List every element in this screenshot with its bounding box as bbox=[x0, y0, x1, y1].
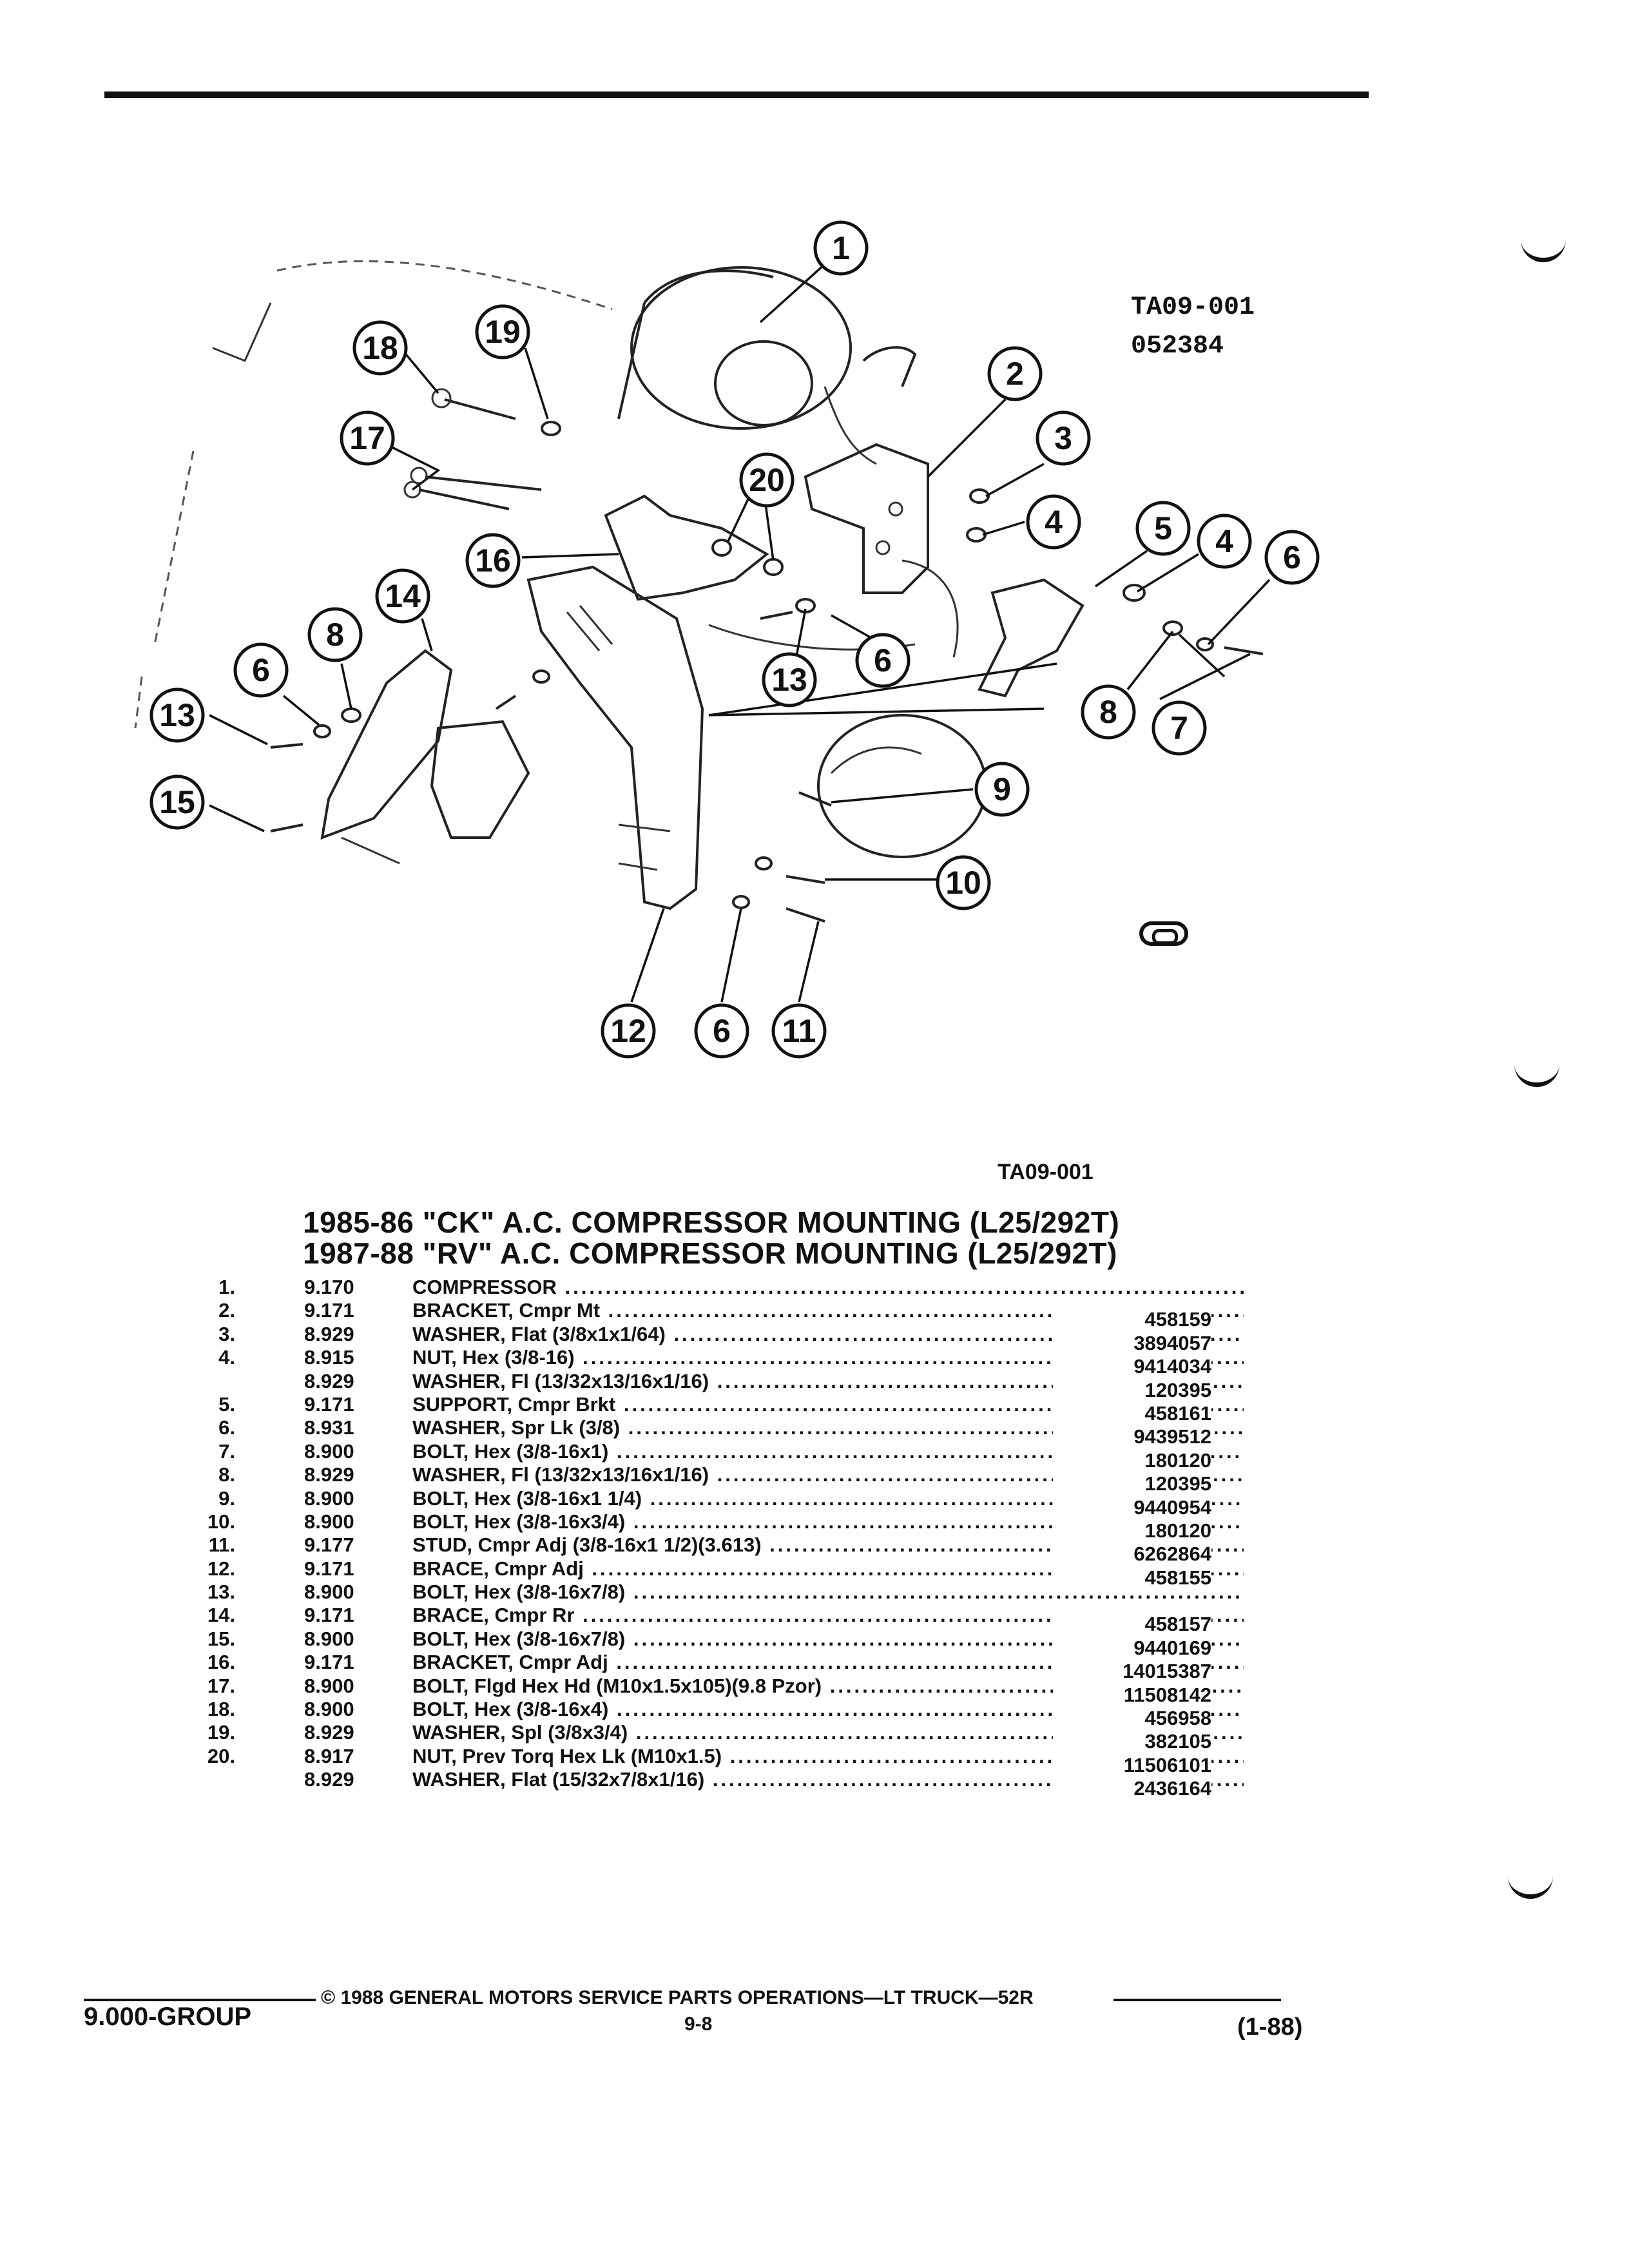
drawing-date-code: 052384 bbox=[1131, 332, 1224, 361]
svg-text:6: 6 bbox=[874, 642, 892, 678]
part-number: 458157 bbox=[1053, 1613, 1211, 1636]
svg-text:19: 19 bbox=[485, 314, 521, 350]
item-number: 3. bbox=[218, 1322, 235, 1345]
section-title-1: 1985-86 "CK" A.C. COMPRESSOR MOUNTING (L25/292T) bbox=[303, 1206, 1120, 1239]
item-number: 5. bbox=[218, 1392, 235, 1416]
brace-14-drawing bbox=[322, 651, 528, 838]
part-number: 14015387 bbox=[1053, 1660, 1211, 1683]
callout-9 bbox=[976, 764, 1028, 815]
callout-6a bbox=[1266, 532, 1318, 583]
drawing-id: TA09-001 bbox=[1131, 293, 1255, 322]
parts-row bbox=[193, 1698, 1211, 1730]
parts-row bbox=[193, 1392, 1211, 1425]
item-number: 11. bbox=[208, 1533, 235, 1557]
part-description: NUT, Prev Torq Hex Lk (M10x1.5) ..... bbox=[412, 1745, 1244, 1768]
part-number: 120395 bbox=[1053, 1472, 1211, 1495]
parts-row bbox=[193, 1346, 1211, 1378]
part-description: WASHER, Fl (13/32x13/16x1/16) ..... bbox=[412, 1463, 1244, 1486]
parts-row bbox=[193, 1299, 1211, 1331]
group-number: 8.900 bbox=[304, 1486, 354, 1510]
part-number: 180120 bbox=[1053, 1519, 1211, 1542]
parts-row bbox=[193, 1604, 1211, 1636]
svg-text:12: 12 bbox=[610, 1013, 646, 1049]
part-number: 120395 bbox=[1053, 1379, 1211, 1402]
group-number: 8.929 bbox=[304, 1463, 354, 1486]
parts-list bbox=[193, 1276, 1211, 1800]
part-number: 180120 bbox=[1053, 1449, 1211, 1472]
svg-text:8: 8 bbox=[326, 617, 344, 653]
callout-4b bbox=[1199, 515, 1250, 567]
bracket-2-drawing bbox=[805, 445, 928, 593]
svg-text:13: 13 bbox=[159, 697, 195, 733]
leader-lines bbox=[209, 264, 1269, 1002]
callout-10 bbox=[938, 857, 989, 908]
part-description: BRACKET, Cmpr Mt ..... bbox=[412, 1299, 1244, 1322]
item-number: 14. bbox=[207, 1604, 235, 1627]
item-number: 4. bbox=[218, 1346, 235, 1369]
svg-text:6: 6 bbox=[713, 1013, 731, 1049]
parts-row bbox=[193, 1439, 1211, 1472]
gm-logo-icon bbox=[1139, 921, 1188, 946]
callout-13b bbox=[151, 689, 203, 741]
item-number: 15. bbox=[207, 1627, 235, 1650]
parts-row bbox=[193, 1651, 1211, 1683]
part-description: BRACE, Cmpr Adj ..... bbox=[412, 1557, 1244, 1581]
group-number: 9.171 bbox=[304, 1392, 354, 1416]
copyright-line: © 1988 GENERAL MOTORS SERVICE PARTS OPERATIONS—LT TRUCK—52R bbox=[321, 1987, 1034, 2008]
parts-row bbox=[193, 1627, 1211, 1659]
svg-text:8: 8 bbox=[1099, 694, 1117, 730]
svg-text:1: 1 bbox=[832, 230, 850, 266]
footer-rule-left bbox=[84, 1999, 316, 2001]
part-number: 6262864 bbox=[1053, 1542, 1211, 1566]
parts-row bbox=[193, 1486, 1211, 1519]
item-number: 13. bbox=[207, 1581, 235, 1604]
part-number: 458159 bbox=[1053, 1308, 1211, 1331]
parts-row bbox=[193, 1369, 1211, 1401]
part-number: 382105 bbox=[1053, 1730, 1211, 1753]
parts-row bbox=[193, 1322, 1211, 1354]
callout-2 bbox=[989, 348, 1041, 399]
parts-row bbox=[193, 1416, 1211, 1448]
part-number: 456958 bbox=[1053, 1707, 1211, 1730]
part-number: 9414034 bbox=[1053, 1355, 1211, 1378]
scan-margin-mark bbox=[1508, 1869, 1553, 1899]
svg-text:7: 7 bbox=[1170, 710, 1188, 746]
callout-18 bbox=[354, 322, 406, 374]
svg-text:15: 15 bbox=[159, 784, 195, 820]
group-number: 8.900 bbox=[304, 1510, 354, 1533]
callout-3 bbox=[1037, 412, 1089, 464]
svg-text:4: 4 bbox=[1045, 504, 1063, 540]
group-label: 9.000-GROUP bbox=[84, 2003, 252, 2031]
part-number: 9439512 bbox=[1053, 1425, 1211, 1448]
part-number: 9440954 bbox=[1053, 1496, 1211, 1519]
group-number: 8.915 bbox=[304, 1346, 354, 1369]
parts-row bbox=[193, 1744, 1211, 1776]
pulley-drawing bbox=[818, 561, 986, 857]
svg-text:13: 13 bbox=[771, 662, 807, 698]
item-number: 10. bbox=[207, 1510, 235, 1533]
item-number: 2. bbox=[218, 1299, 235, 1322]
part-description: BOLT, Hex (3/8-16x7/8) ..... bbox=[412, 1581, 1244, 1604]
support-5-drawing bbox=[979, 580, 1083, 696]
svg-text:18: 18 bbox=[362, 330, 398, 366]
part-description: WASHER, Flat (15/32x7/8x1/16) ..... bbox=[412, 1768, 1244, 1791]
callout-4a bbox=[1028, 496, 1079, 548]
compressor-drawing bbox=[619, 267, 915, 464]
callout-12 bbox=[602, 1005, 654, 1057]
parts-row bbox=[193, 1276, 1211, 1299]
group-number: 9.170 bbox=[304, 1276, 354, 1298]
part-description: WASHER, Spr Lk (3/8) ..... bbox=[412, 1416, 1244, 1439]
callout-5 bbox=[1137, 503, 1189, 554]
parts-row bbox=[193, 1557, 1211, 1589]
group-number: 8.929 bbox=[304, 1322, 354, 1345]
callout-1 bbox=[815, 222, 867, 274]
item-number: 17. bbox=[207, 1674, 235, 1697]
part-description: BOLT, Hex (3/8-16x3/4) ..... bbox=[412, 1510, 1244, 1533]
part-description: WASHER, Spl (3/8x3/4) ..... bbox=[412, 1721, 1244, 1744]
svg-text:2: 2 bbox=[1006, 356, 1024, 392]
item-number: 12. bbox=[207, 1557, 235, 1580]
part-description: BRACKET, Cmpr Adj ..... bbox=[412, 1651, 1244, 1674]
part-number: 9440169 bbox=[1053, 1637, 1211, 1660]
svg-text:11: 11 bbox=[782, 1013, 816, 1049]
part-description: BOLT, Hex (3/8-16x4) ..... bbox=[412, 1698, 1244, 1721]
svg-text:4: 4 bbox=[1215, 523, 1233, 559]
group-number: 9.171 bbox=[304, 1604, 354, 1627]
callout-16 bbox=[467, 535, 519, 586]
callout-20 bbox=[741, 454, 793, 506]
part-description: NUT, Hex (3/8-16) ..... bbox=[412, 1346, 1244, 1369]
section-title-2: 1987-88 "RV" A.C. COMPRESSOR MOUNTING (L25/292T) bbox=[303, 1236, 1117, 1270]
callout-6d bbox=[696, 1005, 747, 1057]
item-number: 9. bbox=[218, 1486, 235, 1510]
group-number: 8.929 bbox=[304, 1768, 354, 1791]
svg-text:5: 5 bbox=[1154, 510, 1172, 546]
part-number: 3894057 bbox=[1053, 1332, 1211, 1355]
callout-7 bbox=[1153, 702, 1205, 754]
part-description: BOLT, Hex (3/8-16x1 1/4) ..... bbox=[412, 1487, 1244, 1510]
svg-text:9: 9 bbox=[993, 771, 1011, 807]
svg-text:6: 6 bbox=[1283, 539, 1301, 575]
group-number: 8.900 bbox=[304, 1581, 354, 1604]
item-number: 19. bbox=[207, 1721, 235, 1744]
part-description: BOLT, Hex (3/8-16x7/8) ..... bbox=[412, 1628, 1244, 1651]
part-description: WASHER, Flat (3/8x1x1/64) ..... bbox=[412, 1323, 1244, 1346]
svg-text:20: 20 bbox=[749, 462, 785, 498]
callout-8a bbox=[1083, 686, 1134, 738]
parts-row bbox=[193, 1463, 1211, 1495]
group-number: 8.929 bbox=[304, 1369, 354, 1392]
item-number: 18. bbox=[207, 1698, 235, 1721]
svg-text:10: 10 bbox=[945, 865, 981, 901]
callout-11 bbox=[773, 1005, 825, 1057]
callout-14 bbox=[377, 570, 429, 622]
figure-caption-id: TA09-001 bbox=[998, 1160, 1094, 1184]
callout-19 bbox=[477, 306, 528, 358]
callout-6b bbox=[857, 635, 909, 686]
group-number: 8.900 bbox=[304, 1627, 354, 1650]
revision-date: (1-88) bbox=[1237, 2013, 1303, 2041]
part-description: COMPRESSOR ..... bbox=[412, 1276, 1244, 1299]
item-number: 16. bbox=[207, 1651, 235, 1674]
part-number: 11508142 bbox=[1053, 1684, 1211, 1707]
group-number: 9.171 bbox=[304, 1557, 354, 1580]
callout-15 bbox=[151, 776, 203, 828]
group-number: 9.177 bbox=[304, 1533, 354, 1557]
parts-row bbox=[193, 1533, 1211, 1566]
callout-17 bbox=[342, 412, 393, 464]
parts-row bbox=[193, 1510, 1211, 1542]
exploded-parts-diagram bbox=[0, 0, 1629, 1108]
item-number: 6. bbox=[218, 1416, 235, 1439]
group-number: 9.171 bbox=[304, 1651, 354, 1674]
svg-text:16: 16 bbox=[475, 543, 511, 579]
svg-text:14: 14 bbox=[385, 578, 421, 614]
svg-text:3: 3 bbox=[1054, 420, 1072, 456]
part-number: 2436164 bbox=[1053, 1777, 1211, 1800]
part-number: 458155 bbox=[1053, 1566, 1211, 1590]
part-description: BOLT, Hex (3/8-16x1) ..... bbox=[412, 1440, 1244, 1463]
footer-rule-right bbox=[1113, 1999, 1281, 2001]
part-number: 11506101 bbox=[1053, 1754, 1211, 1777]
group-number: 8.931 bbox=[304, 1416, 354, 1439]
svg-text:6: 6 bbox=[252, 652, 270, 688]
parts-row bbox=[193, 1581, 1211, 1604]
group-number: 8.929 bbox=[304, 1721, 354, 1744]
group-number: 8.917 bbox=[304, 1744, 354, 1767]
part-number: 458161 bbox=[1053, 1402, 1211, 1425]
parts-row bbox=[193, 1768, 1211, 1800]
item-number: 7. bbox=[218, 1439, 235, 1463]
part-description: BRACE, Cmpr Rr ..... bbox=[412, 1604, 1244, 1627]
page-number: 9-8 bbox=[684, 2013, 713, 2035]
part-description: STUD, Cmpr Adj (3/8-16x1 1/2)(3.613) ..... bbox=[412, 1533, 1244, 1557]
group-number: 8.900 bbox=[304, 1698, 354, 1721]
item-number: 8. bbox=[218, 1463, 235, 1486]
callout-6c bbox=[235, 644, 287, 696]
callout-13a bbox=[764, 654, 815, 706]
part-description: SUPPORT, Cmpr Brkt ..... bbox=[412, 1393, 1244, 1416]
callout-8b bbox=[309, 609, 361, 660]
svg-text:17: 17 bbox=[349, 420, 385, 456]
group-number: 9.171 bbox=[304, 1299, 354, 1322]
item-number: 20. bbox=[207, 1744, 235, 1767]
part-description: BOLT, Flgd Hex Hd (M10x1.5x105)(9.8 Pzor) ..... bbox=[412, 1675, 1244, 1698]
group-number: 8.900 bbox=[304, 1674, 354, 1697]
brace-drawing bbox=[528, 567, 702, 908]
parts-row bbox=[193, 1721, 1211, 1753]
item-number: 1. bbox=[218, 1276, 235, 1298]
group-number: 8.900 bbox=[304, 1439, 354, 1463]
part-description: WASHER, Fl (13/32x13/16x1/16) ..... bbox=[412, 1370, 1244, 1393]
parts-row bbox=[193, 1674, 1211, 1706]
